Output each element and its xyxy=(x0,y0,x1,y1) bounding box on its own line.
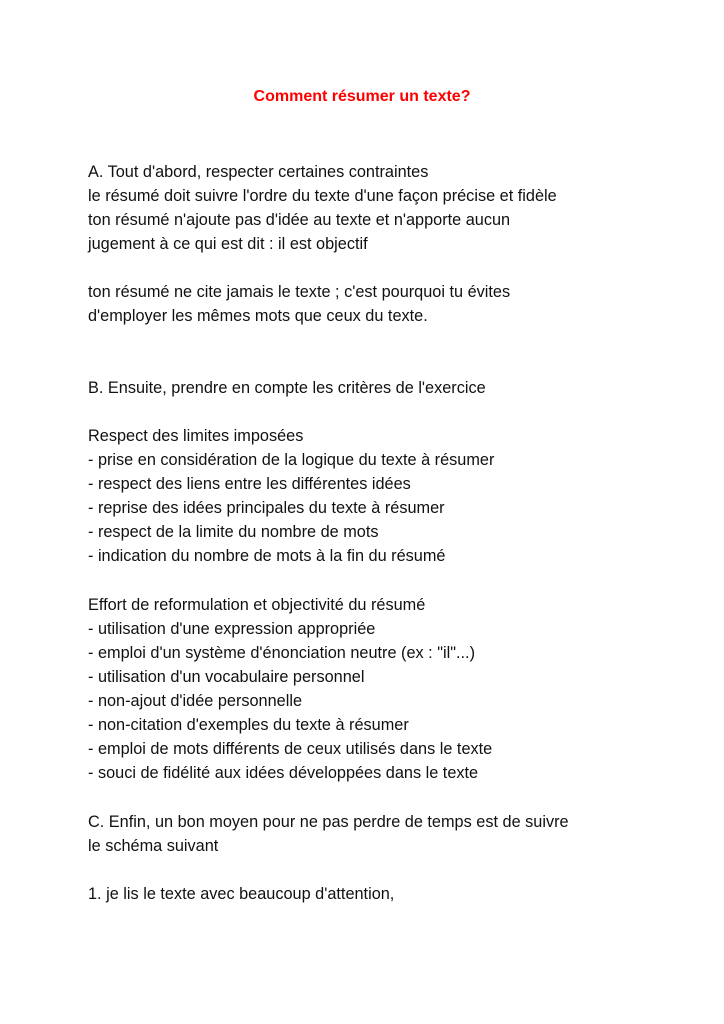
list-item: - emploi de mots différents de ceux utilisés dans le texte xyxy=(88,740,493,758)
section-a-para2-line: ton résumé ne cite jamais le texte ; c'est pourquoi tu évites xyxy=(88,283,511,301)
section-c-line: le schéma suivant xyxy=(88,837,219,855)
section-a-para2-line: d'employer les mêmes mots que ceux du texte. xyxy=(88,307,428,325)
group2-title: Effort de reformulation et objectivité du résumé xyxy=(88,596,426,614)
list-item: - souci de fidélité aux idées développées dans le texte xyxy=(88,764,479,782)
list-item: - non-citation d'exemples du texte à résumer xyxy=(88,716,409,734)
section-a-line: jugement à ce qui est dit : il est objectif xyxy=(88,235,368,253)
section-a-line: ton résumé n'ajoute pas d'idée au texte et n'apporte aucun xyxy=(88,211,511,229)
list-item: - utilisation d'un vocabulaire personnel xyxy=(88,668,365,686)
page-title: Comment résumer un texte? xyxy=(253,88,471,105)
section-b-heading: B. Ensuite, prendre en compte les critères de l'exercice xyxy=(88,379,486,397)
list-item: - indication du nombre de mots à la fin du résumé xyxy=(88,547,446,565)
list-item: - emploi d'un système d'énonciation neutre (ex : "il"...) xyxy=(88,644,475,662)
section-a-heading: A. Tout d'abord, respecter certaines contraintes xyxy=(88,163,429,181)
group1-title: Respect des limites imposées xyxy=(88,427,304,445)
list-item: - prise en considération de la logique du texte à résumer xyxy=(88,451,495,469)
list-item: - respect de la limite du nombre de mots xyxy=(88,523,379,541)
list-item: - non-ajout d'idée personnelle xyxy=(88,692,303,710)
section-c-line: C. Enfin, un bon moyen pour ne pas perdre de temps est de suivre xyxy=(88,813,569,831)
section-a-line: le résumé doit suivre l'ordre du texte d'une façon précise et fidèle xyxy=(88,187,557,205)
step-1: 1. je lis le texte avec beaucoup d'attention, xyxy=(88,885,395,903)
list-item: - reprise des idées principales du texte à résumer xyxy=(88,499,445,517)
list-item: - utilisation d'une expression appropriée xyxy=(88,620,376,638)
list-item: - respect des liens entre les différentes idées xyxy=(88,475,411,493)
